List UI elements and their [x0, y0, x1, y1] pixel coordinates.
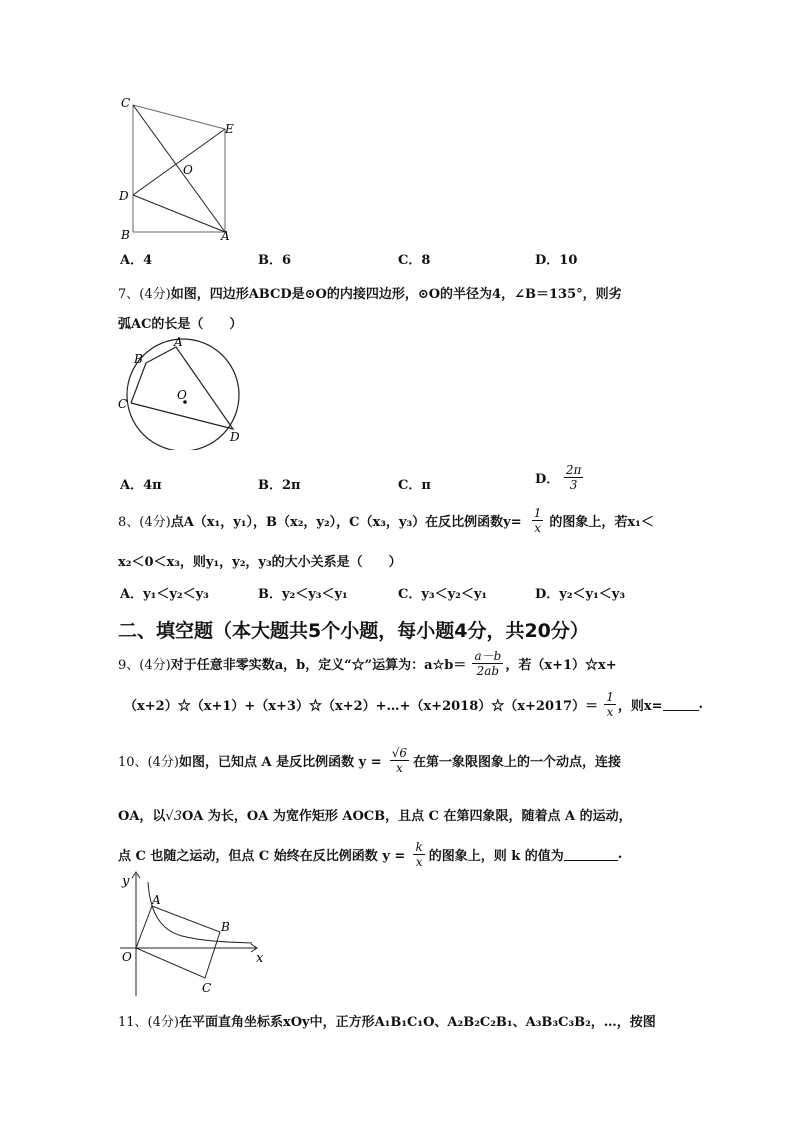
label-c: C: [202, 981, 212, 995]
label-c: C: [118, 397, 128, 411]
label-o: O: [122, 950, 132, 964]
segment-de: [133, 129, 225, 195]
fraction-denominator: 3: [569, 478, 578, 492]
q9-line2: [124, 690, 703, 719]
label-y: y: [122, 874, 130, 889]
q7-option-d-fraction: [564, 463, 584, 492]
q9-answer-blank[interactable]: [663, 698, 699, 711]
segment-ca: [133, 105, 225, 232]
q10-fraction2: [413, 840, 424, 869]
q9-line1a: 对于任意非零实数a，b，定义“☆”运算为：a☆b＝: [170, 658, 467, 673]
q10-number: 10、(4分): [118, 755, 179, 770]
q7-option-b[interactable]: B．2π: [258, 478, 301, 493]
q8-number: 8、(4分): [118, 515, 171, 530]
q9-line2a: （x+2）☆（x+1）+（x+3）☆（x+2）+…+（x+2018）☆（x+2017）＝: [124, 699, 599, 714]
fraction-denominator: x: [534, 521, 541, 535]
q10-line2b: OA 为长，OA 为宽作矩形 AOCB，且点 C 在第四象限，随着点 A 的运动，: [181, 809, 632, 824]
q6-option-c[interactable]: C．8: [398, 253, 431, 268]
q9-line2b: ，则x=: [617, 699, 663, 714]
label-d: D: [230, 430, 240, 444]
q9-line1b: ，若（x+1）☆x+: [505, 658, 617, 673]
q7-option-d-label: D．: [535, 472, 560, 487]
rectangle-aocb: [136, 906, 220, 978]
label-x: x: [256, 951, 264, 966]
q7-option-a[interactable]: A．4π: [120, 478, 162, 493]
fraction-denominator: 2ab: [476, 664, 500, 678]
fraction-denominator: x: [606, 705, 614, 719]
q10-line3a: 点 C 也随之运动，但点 C 始终在反比例函数 y =: [118, 849, 406, 864]
q8-line2: x₂＜0＜x₃，则y₁，y₂，y₃的大小关系是（ ）: [118, 555, 402, 570]
q8-option-d[interactable]: D．y₂＜y₁＜y₃: [535, 587, 626, 602]
q8-line1a: 点A（x₁，y₁），B（x₂，y₂），C（x₃，y₃）在反比例函数y=: [170, 515, 522, 530]
q10-sqrt3: √3: [165, 809, 182, 824]
q11-question: [118, 1011, 656, 1030]
hyperbola-curve: [148, 882, 252, 943]
figure-q7-circle: [112, 332, 252, 450]
q7-number: 7、(4分): [118, 287, 171, 302]
fraction-numerator: 2π: [565, 463, 582, 477]
fraction-numerator: 1: [533, 506, 542, 520]
q8-question: [118, 506, 654, 535]
q10-period: .: [617, 847, 623, 862]
fraction-denominator: x: [396, 761, 403, 775]
label-o: O: [183, 163, 193, 177]
q9-fraction: [472, 649, 503, 678]
q10-fraction1: [390, 746, 409, 775]
q9-period: .: [698, 697, 704, 712]
label-d: D: [119, 189, 129, 203]
q9-number: 9、(4分): [118, 658, 171, 673]
q10-question: [118, 746, 621, 775]
q9-fraction2: [604, 690, 616, 719]
fraction-numerator: 1: [606, 690, 614, 704]
q6-option-b[interactable]: B．6: [258, 253, 292, 268]
section-title-fill-in: 二、填空题（本大题共5个小题，每小题4分，共20分）: [118, 620, 589, 642]
label-b: B: [221, 920, 230, 934]
q7-option-c[interactable]: C．π: [398, 478, 431, 493]
segment-ce: [133, 105, 225, 129]
label-b: B: [134, 352, 143, 366]
figure-q6-square: [112, 92, 242, 242]
q9-question: [118, 649, 617, 678]
q7-option-d[interactable]: [535, 463, 583, 492]
q10-line1a: 如图，已知点 A 是反比例函数 y =: [178, 755, 382, 770]
q10-answer-blank[interactable]: [564, 848, 618, 861]
q8-line1b: 的图象上，若x₁＜: [549, 515, 654, 530]
q8-option-c[interactable]: C．y₃＜y₂＜y₁: [398, 587, 488, 602]
q7-line1: 如图，四边形ABCD是⊙O的内接四边形，⊙O的半径为4，∠B＝135°，则劣: [170, 287, 622, 302]
q11-number: 11、(4分): [118, 1015, 179, 1030]
q6-option-d[interactable]: D．10: [535, 253, 578, 268]
label-e: E: [225, 122, 234, 136]
q8-option-b[interactable]: B．y₂＜y₃＜y₁: [258, 587, 348, 602]
fraction-numerator: √6: [391, 746, 408, 760]
label-c: C: [121, 96, 131, 110]
q10-line2a: OA，以: [118, 809, 166, 824]
q7-question: [118, 283, 622, 302]
q11-text: 在平面直角坐标系xOy中，正方形A₁B₁C₁O、A₂B₂C₂B₁、A₃B₃C₃B₂，…，按图: [178, 1015, 656, 1030]
q8-option-a[interactable]: A．y₁＜y₂＜y₃: [120, 587, 209, 602]
fraction-numerator: a－b: [474, 649, 502, 663]
q6-option-a[interactable]: A．4: [120, 253, 153, 268]
label-o: O: [177, 388, 187, 402]
q10-line3: [118, 840, 622, 869]
label-a: A: [174, 335, 183, 349]
label-a: A: [221, 229, 230, 242]
figure-q10-coordinate: [112, 868, 272, 1002]
fraction-numerator: k: [415, 840, 423, 854]
label-b: B: [121, 228, 130, 242]
label-a: A: [152, 893, 161, 907]
fraction-denominator: x: [415, 855, 423, 869]
q7-line2: 弧AC的长是（ ）: [118, 317, 243, 332]
q10-line3b: 的图象上，则 k 的值为: [428, 849, 564, 864]
q10-line2: [118, 805, 632, 824]
q10-line1b: 在第一象限图象上的一个动点，连接: [413, 755, 622, 770]
q8-fraction: [532, 506, 544, 535]
